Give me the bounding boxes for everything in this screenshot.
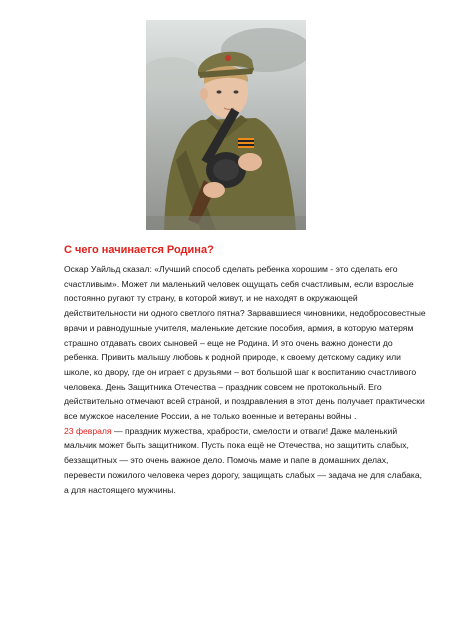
article-heading: С чего начинается Родина?	[64, 244, 214, 256]
holiday-text: — праздник мужества, храбрости, смелости и отваги! Даже маленький мальчик может быть защитником. Пусть пока ещё не Отечества, но защитить слабых, беззащитных — это очень важное дело. Помочь маме и папе в домашних делах, перевести пожилого человека через дорогу, защищать слабых — задача не для слабака, а для настоящего мужчины.	[64, 425, 422, 495]
child-soldier-photo	[146, 20, 306, 230]
paragraph-intro: Оскар Уайльд сказал: «Лучший способ сделать ребенка хорошим - это сделать его счастливым». Может ли маленький человек ощущать себя счастливым, если взрослые постоянно ругают ту страну, в которой живут, и не находят в окружающей действительности ни одного светлого пятна? Зарвавшиеся чиновники, недобросовестные врачи и равнодушные учителя, маленькие детские пособия, армия, в которую матерям страшно отдавать своих сыновей – еще не Родина. И это очень важно донести до ребенка. Привить малышу любовь к родной природе, к своему детскому садику или школе, ко двору, где он играет с друзьями – вот большой шаг к воспитанию счастливого человека. День Защитника Отечества – праздник совсем не протокольный. Его действительно отмечают всей страной, и поздравления в этот день получает практически все мужское население России, а не только военные и ветераны войны .	[64, 264, 426, 422]
paragraph-holiday	[64, 424, 428, 498]
holiday-date: 23 февраля	[64, 425, 112, 436]
article-body	[64, 262, 428, 497]
